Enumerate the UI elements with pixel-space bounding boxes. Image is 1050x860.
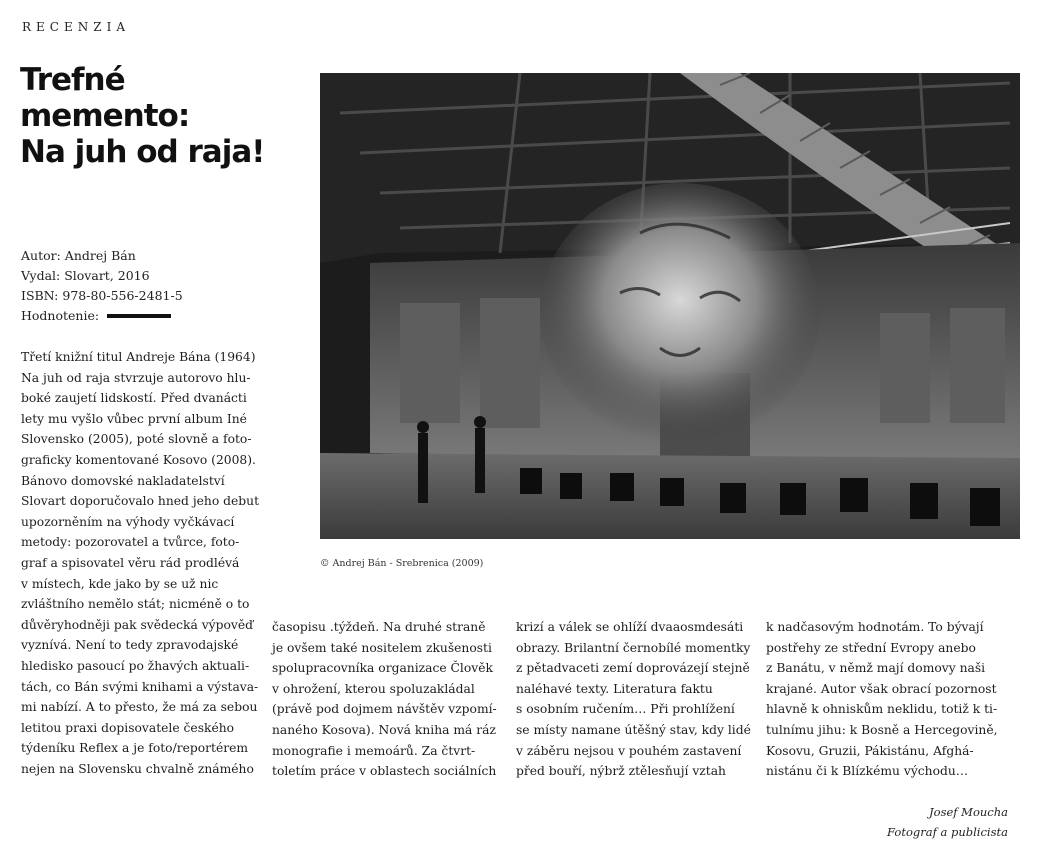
text-line: nejen na Slovensku chvalně známého	[21, 761, 254, 776]
text-line: je ovšem také nositelem zkušenosti	[272, 640, 492, 655]
text-line: Slovensko (2005), poté slovně a foto-	[21, 432, 252, 447]
text-line: týdeníku Reflex a je foto/reportérem	[21, 741, 249, 756]
text-line: v místech, kde jako by se už nic	[21, 576, 219, 591]
text-line: graf a spisovatel věru rád prodlévá	[21, 555, 240, 570]
text-line: obrazy. Brilantní černobílé momentky	[516, 640, 751, 655]
rating-label: Hodnotenie:	[21, 308, 100, 323]
text-line: vyznívá. Není to tedy zpravodajské	[21, 638, 239, 653]
section-label: RECENZIA	[22, 20, 130, 34]
text-line: k nadčasovým hodnotám. To bývají	[766, 620, 984, 634]
text-line: s osobním ručením… Při prohlížení	[516, 702, 735, 717]
signature-name: Josef Moucha	[929, 805, 1008, 819]
text-line: lety mu vyšlo vůbec první album Iné	[21, 411, 247, 426]
text-line: z pětadvaceti zemí doprovázejí stejně	[516, 661, 750, 676]
signature-role: Fotograf a publicista	[887, 825, 1008, 839]
text-line: v ohrožení, kterou spoluzakládal	[272, 681, 475, 696]
text-line: tulnímu jihu: k Bosně a Hercegovině,	[766, 722, 998, 737]
text-line: zvláštního nemělo stát; nicméně o to	[21, 597, 250, 612]
article-title	[20, 62, 300, 170]
text-line: graficky komentované Kosovo (2008).	[21, 452, 256, 467]
text-line: letitou praxi dopisovatele českého	[21, 720, 235, 735]
text-line: boké zaujetí lidskostí. Před dvanácti	[21, 391, 247, 406]
text-line: Třetí knižní titul Andreje Bána (1964)	[21, 350, 256, 364]
rating-bar	[107, 314, 171, 318]
text-line: Bánovo domovské nakladatelství	[21, 473, 225, 488]
text-line: z Banátu, v němž mají domovy naši	[766, 661, 986, 676]
text-line: Slovart doporučovalo hned jeho debut	[21, 494, 260, 509]
text-line: důvěryhodněji pak svědecká výpověď	[21, 617, 253, 632]
text-line: nistánu či k Blízkému východu…	[766, 764, 969, 779]
meta-rating	[21, 306, 281, 326]
title-line-2: memento:	[20, 98, 190, 134]
text-line: krizí a válek se ohlíží dvaaosmdesáti	[516, 620, 744, 634]
text-line: naléhavé texty. Literatura faktu	[516, 681, 713, 696]
body-column-3	[516, 617, 751, 782]
text-line: před bouří, nýbrž ztělesňují vztah	[516, 764, 726, 779]
text-line: mi nabízí. A to přesto, že má za sebou	[21, 700, 258, 715]
text-line: Kosovu, Gruzii, Pákistánu, Afghá-	[766, 743, 974, 758]
text-line: hlavně k ohniskům neklidu, totiž k ti-	[766, 702, 998, 717]
meta-author: Autor: Andrej Bán	[21, 248, 136, 263]
text-line: monografie i memoárů. Za čtvrt-	[272, 743, 476, 758]
text-line: hledisko pasoucí po žhavých aktuali-	[21, 658, 250, 673]
text-line: naného Kosova). Nová kniha má ráz	[272, 722, 496, 737]
text-line: metody: pozorovatel a tvůrce, foto-	[21, 535, 240, 550]
text-line: časopisu .týždeň. Na druhé straně	[272, 620, 486, 634]
book-metadata	[21, 246, 281, 326]
author-signature	[887, 802, 1008, 842]
body-column-4	[766, 617, 1006, 782]
text-line: upozorněním na výhody vyčkávací	[21, 514, 235, 529]
meta-isbn: ISBN: 978-80-556-2481-5	[21, 288, 183, 303]
text-line: tách, co Bán svými knihami a výstava-	[21, 679, 259, 694]
body-column-2	[272, 617, 502, 782]
text-line: spolupracovníka organizace Člověk	[272, 661, 493, 676]
text-line: Na juh od raja stvrzuje autorovo hlu-	[21, 370, 251, 385]
text-line: v záběru nejsou v pouhém zastavení	[516, 743, 742, 758]
article-photo	[320, 73, 1020, 539]
title-line-1: Trefné	[20, 62, 125, 98]
text-line: se místy namane útěšný stav, kdy lidé	[516, 722, 751, 737]
text-line: postřehy ze střední Evropy anebo	[766, 640, 976, 655]
text-line: toletím práce v oblastech sociálních	[272, 764, 497, 779]
text-line: krajané. Autor však obrací pozornost	[766, 681, 997, 696]
body-column-1	[21, 347, 261, 779]
meta-publisher: Vydal: Slovart, 2016	[21, 268, 150, 283]
title-line-3: Na juh od raja!	[20, 134, 265, 170]
text-line: (právě pod dojmem návštěv vzpomí-	[272, 702, 497, 717]
photo-caption: © Andrej Bán - Srebrenica (2009)	[320, 558, 484, 569]
